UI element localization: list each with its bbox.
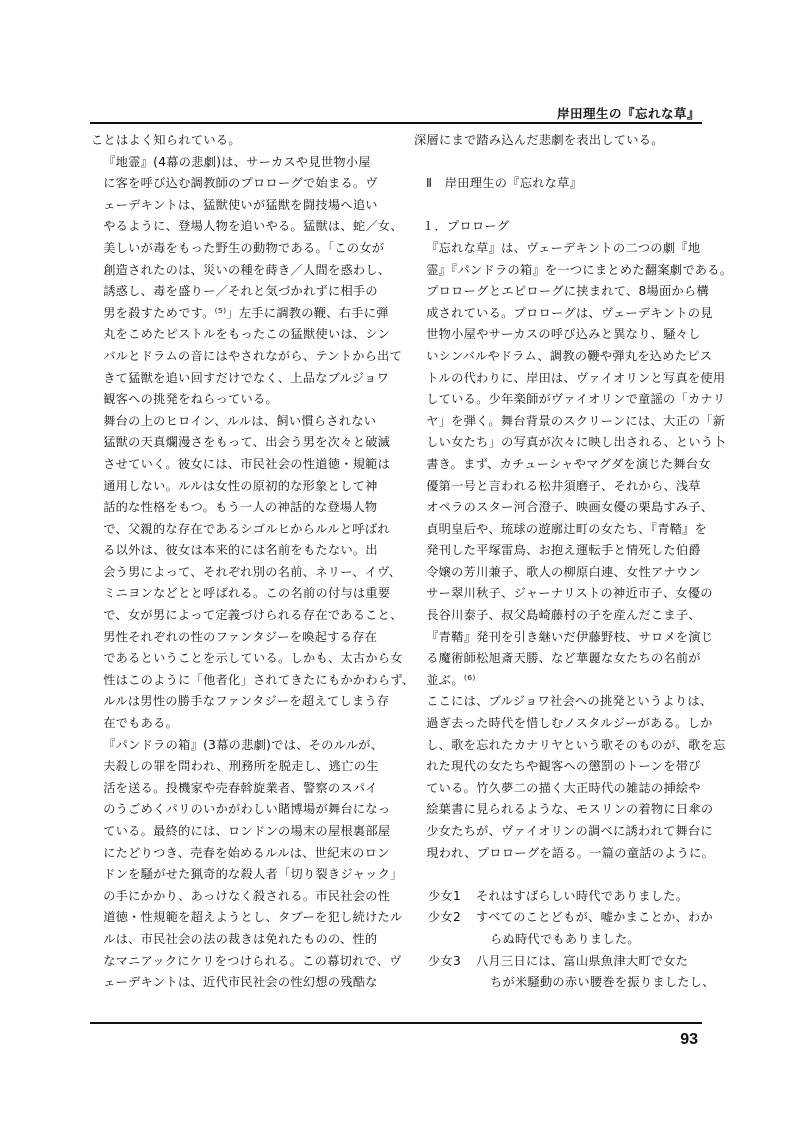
text-line: にたどりつき、売春を始めるルルは、世紀末のロン <box>103 845 390 860</box>
text-line: 通用しない。ルルは女性の原初的な形象として神 <box>103 478 378 493</box>
body-paragraph <box>414 238 733 691</box>
text-line: 優第一号と言われる松井須磨子、それから、浅草 <box>426 478 701 493</box>
dialogue-line <box>428 951 706 973</box>
text-line: 書き。まず、カチューシャやマグダを演じた舞台女 <box>426 456 711 471</box>
text-line: 『パンドラの箱』(3幕の悲劇)では、そのルルが、 <box>103 737 384 752</box>
text-line: トルの代わりに、岸田は、ヴァイオリンと写真を使用 <box>426 370 726 385</box>
text-line: 猛獣の天真爛漫さをもって、出会う男を次々と破滅 <box>103 435 391 450</box>
text-line: やるように、登場人物を追いやる。猛獣は、蛇／女、 <box>103 219 403 234</box>
text-line: 在でもある。 <box>103 716 179 731</box>
text-line: オペラのスター河合澄子、映画女優の栗島すみ子、 <box>426 500 714 515</box>
dialogue-block <box>414 886 715 994</box>
text-line: 男を殺すためです。⁽⁵⁾」左手に調教の鞭、右手に弾 <box>103 305 389 320</box>
page-number: 93 <box>680 1031 698 1048</box>
text-line: 夫殺しの罪を問われ、刑務所を脱走し、逃亡の生 <box>103 759 379 774</box>
dialogue-line <box>428 907 714 929</box>
text-line: 霊』『パンドラの箱』を一つにまとめた翻案劇である。 <box>426 262 733 277</box>
text-line: 現われ、プロローグを語る。一篇の童話のように。 <box>426 845 715 860</box>
text-line: の手にかかり、あっけなく殺される。市民社会の性 <box>103 888 391 903</box>
text-line: 『地霊』(4幕の悲劇)は、サーカスや見世物小屋 <box>103 154 371 169</box>
text-line: させていく。彼女には、市民社会の性道徳・規範は <box>103 456 391 471</box>
body-paragraph <box>91 411 415 735</box>
text-line: れた現代の女たちや観客への懲罰のトーンを帯び <box>426 759 701 774</box>
text-line: ェーデキントは、猛獣使いが猛獣を闘技場へ追い <box>103 197 378 212</box>
text-line: ェーデキントは、近代市民社会の性幻想の残酷な <box>103 975 378 990</box>
text-line: 舞台の上のヒロイン、ルルは、飼い慣らされない <box>103 413 377 428</box>
text-line: 貞明皇后や、琉球の遊廓辻町の女たち、『青鞜』を <box>426 521 708 536</box>
body-paragraph <box>414 691 726 864</box>
intro-paragraph <box>414 130 706 152</box>
dialogue-text: ちが米騒動の赤い腰巻を振りましたし、 <box>490 975 715 990</box>
text-line: 活を送る。投機家や売春斡旋業者、警察のスパイ <box>103 780 378 795</box>
text-line: きて猛獣を追い回すだけでなく、上品なブルジョワ <box>103 370 390 385</box>
subsection-heading: １．プロローグ <box>422 219 510 234</box>
body-paragraph <box>91 735 403 994</box>
text-line: に客を呼び込む調教師のプロローグで始まる。ヴ <box>103 176 378 191</box>
text-line: であるということを示している。しかも、太古から女 <box>103 651 403 666</box>
text-line: 『忘れな草』は、ヴェーデキントの二つの劇『地 <box>426 240 701 255</box>
text-line: 並ぶ。⁽⁶⁾ <box>426 672 476 687</box>
text-line: 観客への挑発をねらっている。 <box>103 392 279 407</box>
text-line: 発刊した平塚雷鳥、お抱え運転手と情死した伯爵 <box>426 543 701 558</box>
body-paragraph <box>91 130 391 152</box>
text-line: で、女が男によって定義づけられる存在であること、 <box>103 608 403 623</box>
text-line: 令嬢の芳川兼子、歌人の柳原白連、女性アナウン <box>426 564 701 579</box>
text-line: 成されている。プロローグは、ヴェーデキントの見 <box>426 305 713 320</box>
text-line: なマニアックにケリをつけられる。この幕切れで、ヴ <box>103 953 402 968</box>
dialogue-text: らぬ時代でもありました。 <box>490 931 640 946</box>
text-line: ミニヨンなどとと呼ばれる。この名前の付与は重要 <box>103 586 391 601</box>
spacer <box>414 864 706 886</box>
text-line: しい女たち」の写真が次々に映し出される、という卜 <box>426 435 726 450</box>
text-line: いシンバルやドラム、調教の鞭や弾丸を込めたピス <box>426 348 713 363</box>
text-line: プロローグとエピローグに挟まれて、8場面から構 <box>426 284 709 299</box>
text-line: 過ぎ去った時代を惜しむノスタルジーがある。しか <box>426 716 713 731</box>
body-paragraph <box>91 152 403 411</box>
text-line: ここには、ブルジョワ社会への挑発というよりは、 <box>426 694 713 709</box>
dialogue-line <box>428 886 706 908</box>
dialogue-speaker: 少女3 <box>428 953 462 968</box>
text-line: ている。最終的には、ロンドンの場末の屋根裏部屋 <box>103 824 391 838</box>
text-line: 会う男によって、それぞれ別の名前、ネリー、イヴ、 <box>103 564 402 579</box>
text-line: 『青鞜』発刊を引き継いだ伊藤野枝、サロメを演じ <box>426 629 714 644</box>
text-line: 道徳・性規範を超えようとし、タブーを犯し続けたル <box>103 910 403 925</box>
text-line: で、父親的な存在であるシゴルヒからルルと呼ばれ <box>103 521 390 536</box>
text-line: る魔術師松旭斎天勝、など華麗な女たちの名前が <box>426 651 701 666</box>
right-column <box>414 130 733 994</box>
text-line: バルとドラムの音にはやされながら、テントから出て <box>103 348 403 363</box>
text-line: し、歌を忘れたカナリヤという歌そのものが、歌を忘 <box>426 737 726 752</box>
dialogue-speaker: 少女2 <box>428 910 462 925</box>
text-line: る以外は、彼女は本来的には名前をもたない。出 <box>103 543 378 558</box>
dialogue-text: それはすばらしい時代でありました。 <box>476 888 689 903</box>
text-line: ている。竹久夢二の描く大正時代の雑誌の挿絵や <box>426 780 701 795</box>
text-line: 創造されたのは、災いの種を蒔き／人間を惑わし、 <box>103 262 391 277</box>
text-line: ルは、市民社会の法の裁きは免れたものの、性的 <box>103 931 378 946</box>
text-line: のうごめくパリのいかがわしい賭博場が舞台になっ <box>103 802 391 817</box>
text-line: ヤ」を弾く。舞台背景のスクリーンには、大正の「新 <box>426 413 726 428</box>
text-line: 世物小屋やサーカスの呼び込みと異なり、騒々し <box>426 327 701 342</box>
running-header <box>90 104 702 124</box>
dialogue-text: 八月三日には、富山県魚津大町で女た <box>476 953 689 968</box>
text-line: 長谷川泰子、叔父島崎藤村の子を産んだこま子、 <box>426 608 701 623</box>
text-line: ルルは男性の勝手なファンタジーを超えてしまう存 <box>103 694 390 709</box>
text-line: 深層にまで踏み込んだ悲劇を表出している。 <box>414 133 664 147</box>
text-line: ドンを騒がせた猟奇的な殺人者「切り裂きジャック」 <box>103 867 403 882</box>
dialogue-text: すべてのことどもが、嘘かまことか、わか <box>476 910 714 925</box>
text-line: 丸をこめたピストルをもったこの猛獣使いは、シン <box>103 327 391 342</box>
text-line: サー翠川秋子、ジャーナリストの神近市子、女優の <box>426 586 713 601</box>
spacer <box>414 152 706 174</box>
section-heading: Ⅱ 岸田理生の『忘れな草』 <box>426 176 583 191</box>
dialogue-speaker: 少女1 <box>428 888 462 903</box>
text-line: 話的な性格をもつ。もう一人の神話的な登場人物 <box>103 500 378 515</box>
footer-rule <box>90 1022 702 1024</box>
text-line: 美しいが毒をもった野生の動物である。「この女が <box>103 240 385 255</box>
left-column <box>91 130 415 994</box>
text-line: 男性それぞれの性のファンタジーを喚起する存在 <box>103 629 378 644</box>
spacer <box>414 195 706 217</box>
text-line: 性はこのように「他者化」されてきたにもかかわらず、 <box>103 672 415 687</box>
text-line: 少女たちが、ヴァイオリンの調べに誘われて舞台に <box>426 824 713 838</box>
running-header-title: 岸田理生の『忘れな草』 <box>556 106 700 121</box>
text-line: 絵葉書に見られるような、モスリンの着物に日傘の <box>426 802 714 817</box>
text-line: ことはよく知られている。 <box>91 133 241 147</box>
text-line: 誘惑し、毒を盛りー／それと気づかれずに相手の <box>103 284 378 299</box>
text-line: している。少年楽師がヴァイオリンで童謡の「カナリ <box>426 392 726 407</box>
